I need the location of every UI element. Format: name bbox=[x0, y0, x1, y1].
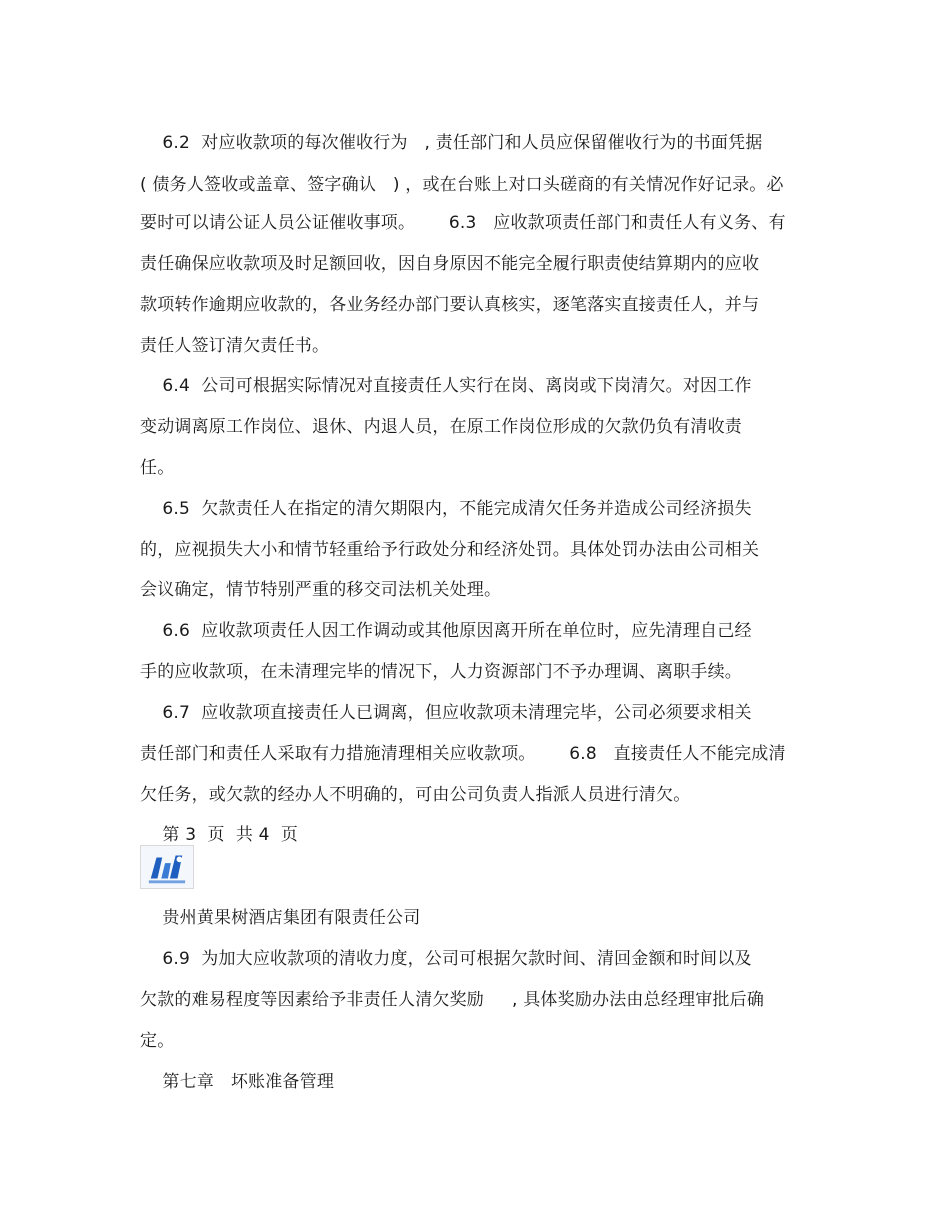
chapter-heading: 第七章 坏账准备管理 bbox=[140, 1072, 335, 1092]
text-line: 欠款的难易程度等因素给予非责任人清欠奖励 , 具体奖励办法由总经理审批后确 bbox=[140, 990, 765, 1010]
text-line: 责任确保应收款项及时足额回收，因自身原因不能完全履行职责使结算期内的应收 bbox=[140, 254, 760, 274]
text-line: 6.9 为加大应收款项的清收力度，公司可根据欠款时间、清回金额和时间以及 bbox=[140, 949, 752, 969]
text-line: 6.6 应收款项责任人因工作调动或其他原因离开所在单位时，应先清理自己经 bbox=[140, 621, 752, 641]
page-number: 第 3 页 共 4 页 bbox=[140, 825, 299, 845]
text-line: 6.7 应收款项直接责任人已调离，但应收款项未清理完毕，公司必须要求相关 bbox=[140, 703, 752, 723]
text-line: 6.4 公司可根据实际情况对直接责任人实行在岗、离岗或下岗清欠。对因工作 bbox=[140, 376, 752, 396]
text-line: 任。 bbox=[140, 458, 175, 478]
text-line: 款项转作逾期应收款的，各业务经办部门要认真核实，逐笔落实直接责任人，并与 bbox=[140, 295, 760, 315]
company-logo-icon bbox=[140, 845, 194, 889]
text-line: 6.2 对应收款项的每次催收行为 , 责任部门和人员应保留催收行为的书面凭据 bbox=[140, 133, 763, 153]
text-line: 的，应视损失大小和情节轻重给予行政处分和经济处罚。具体处罚办法由公司相关 bbox=[140, 540, 760, 560]
text-line: 责任部门和责任人采取有力措施清理相关应收款项。 6.8 直接责任人不能完成清 bbox=[140, 744, 786, 764]
text-line: 会议确定，情节特别严重的移交司法机关处理。 bbox=[140, 580, 502, 600]
text-line: 责任人签订清欠责任书。 bbox=[140, 336, 330, 356]
company-name: 贵州黄果树酒店集团有限责任公司 bbox=[140, 908, 421, 928]
text-line: 6.5 欠款责任人在指定的清欠期限内，不能完成清欠任务并造成公司经济损失 bbox=[140, 499, 752, 519]
text-line: 要时可以请公证人员公证催收事项。 6.3 应收款项责任部门和责任人有义务、有 bbox=[140, 213, 786, 233]
text-line: ( 债务人签收或盖章、签字确认 ) ，或在台账上对口头磋商的有关情况作好记录。必 bbox=[140, 175, 784, 195]
text-line: 手的应收款项，在未清理完毕的情况下，人力资源部门不予办理调、离职手续。 bbox=[140, 662, 742, 682]
text-line: 定。 bbox=[140, 1031, 175, 1051]
text-line: 欠任务，或欠款的经办人不明确的，可由公司负责人指派人员进行清欠。 bbox=[140, 785, 691, 805]
text-line: 变动调离原工作岗位、退休、内退人员，在原工作岗位形成的欠款仍负有清收责 bbox=[140, 417, 742, 437]
